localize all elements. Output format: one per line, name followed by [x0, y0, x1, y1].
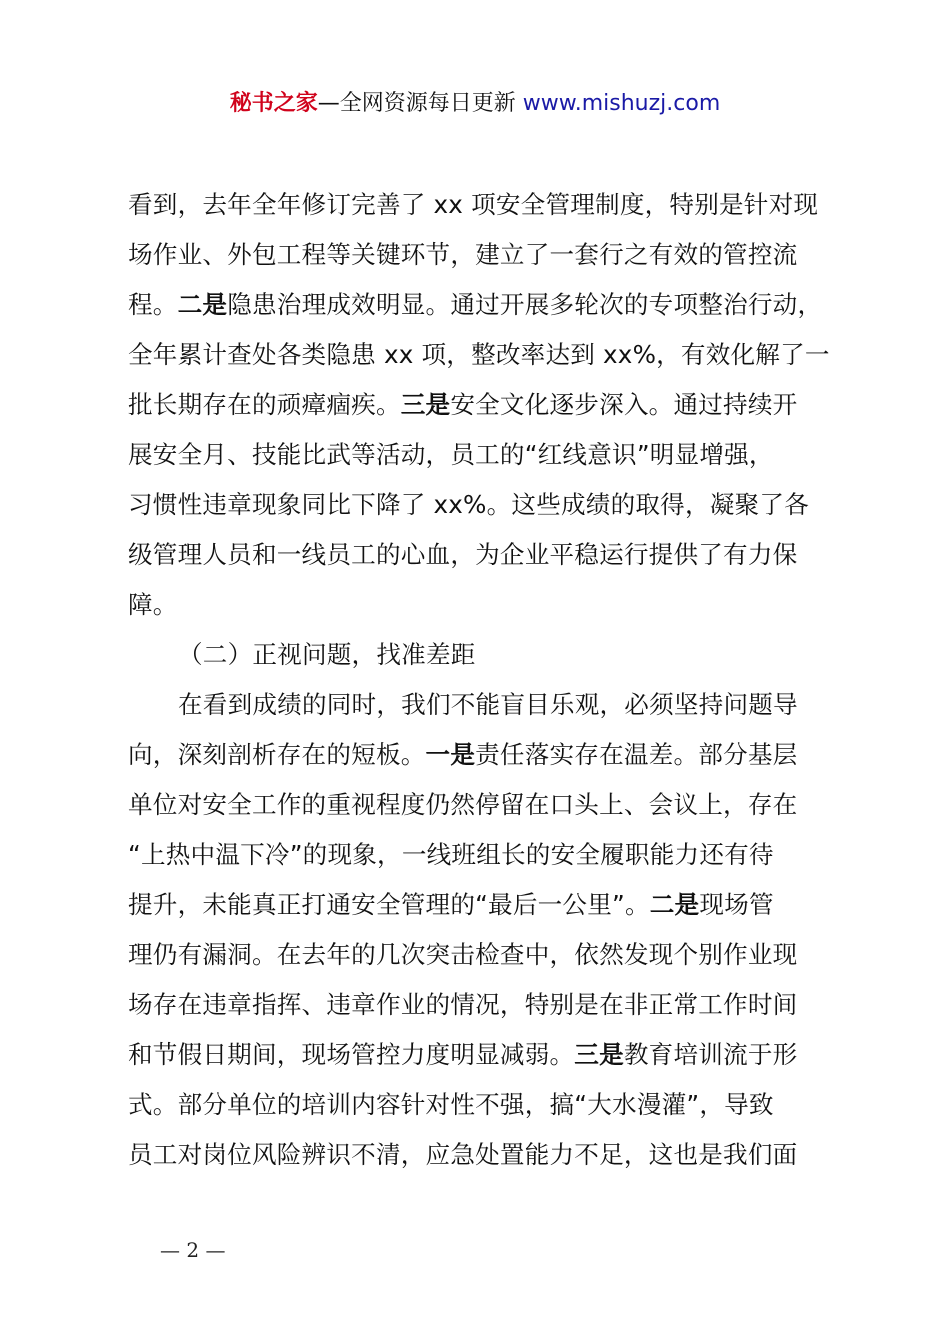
- text-line: “上热中温下冷”的现象，一线班组长的安全履职能力还有待: [128, 840, 774, 869]
- text-line: 习惯性违章现象同比下降了 xx%。这些成绩的取得，凝聚了各: [128, 490, 809, 519]
- header-tagline: —全网资源每日更新: [317, 91, 523, 116]
- page-number: — 2 —: [160, 1238, 226, 1262]
- text-line: 单位对安全工作的重视程度仍然停留在口头上、会议上，存在: [128, 790, 798, 819]
- text-line: 级管理人员和一线员工的心血，为企业平稳运行提供了有力保: [128, 540, 798, 569]
- site-url[interactable]: www.mishuzj.com: [522, 91, 721, 116]
- text-line: 向，深刻剖析存在的短板。一是责任落实存在温差。部分基层: [128, 740, 798, 769]
- text-line: 展安全月、技能比武等活动，员工的“红线意识”明显增强，: [128, 440, 774, 469]
- brand-name: 秘书之家: [229, 91, 318, 116]
- text-line: 员工对岗位风险辨识不清，应急处置能力不足，这也是我们面: [128, 1140, 798, 1169]
- text-line: 理仍有漏洞。在去年的几次突击检查中，依然发现个别作业现: [128, 940, 798, 969]
- text-line: 在看到成绩的同时，我们不能盲目乐观，必须坚持问题导: [178, 690, 798, 719]
- bold-marker: 三是: [400, 390, 451, 419]
- text-line: 场作业、外包工程等关键环节，建立了一套行之有效的管控流: [128, 240, 798, 269]
- page-header: [0, 88, 950, 120]
- bold-marker: 一是: [425, 740, 476, 769]
- text-line: 障。: [128, 590, 178, 619]
- text-line: 场存在违章指挥、违章作业的情况，特别是在非正常工作时间: [128, 990, 798, 1019]
- bold-marker: 二是: [177, 290, 228, 319]
- text-line: 式。部分单位的培训内容针对性不强，搞“大水漫灌”，导致: [128, 1090, 774, 1119]
- text-line: 提升，未能真正打通安全管理的“最后一公里”。二是现场管: [128, 890, 774, 919]
- bold-marker: 三是: [574, 1040, 624, 1069]
- document-body: [128, 180, 828, 1180]
- bold-marker: 二是: [649, 890, 700, 919]
- text-line: 批长期存在的顽瘴痼疾。三是安全文化逐步深入。通过持续开: [128, 390, 798, 419]
- text-line: 和节假日期间，现场管控力度明显减弱。三是教育培训流于形: [128, 1040, 798, 1069]
- text-line: 程。二是隐患治理成效明显。通过开展多轮次的专项整治行动，: [128, 290, 823, 319]
- text-line: 看到，去年全年修订完善了 xx 项安全管理制度，特别是针对现: [128, 190, 819, 219]
- text-line: 全年累计查处各类隐患 xx 项，整改率达到 xx%，有效化解了一: [128, 340, 830, 369]
- section-heading: （二）正视问题，找准差距: [178, 640, 476, 669]
